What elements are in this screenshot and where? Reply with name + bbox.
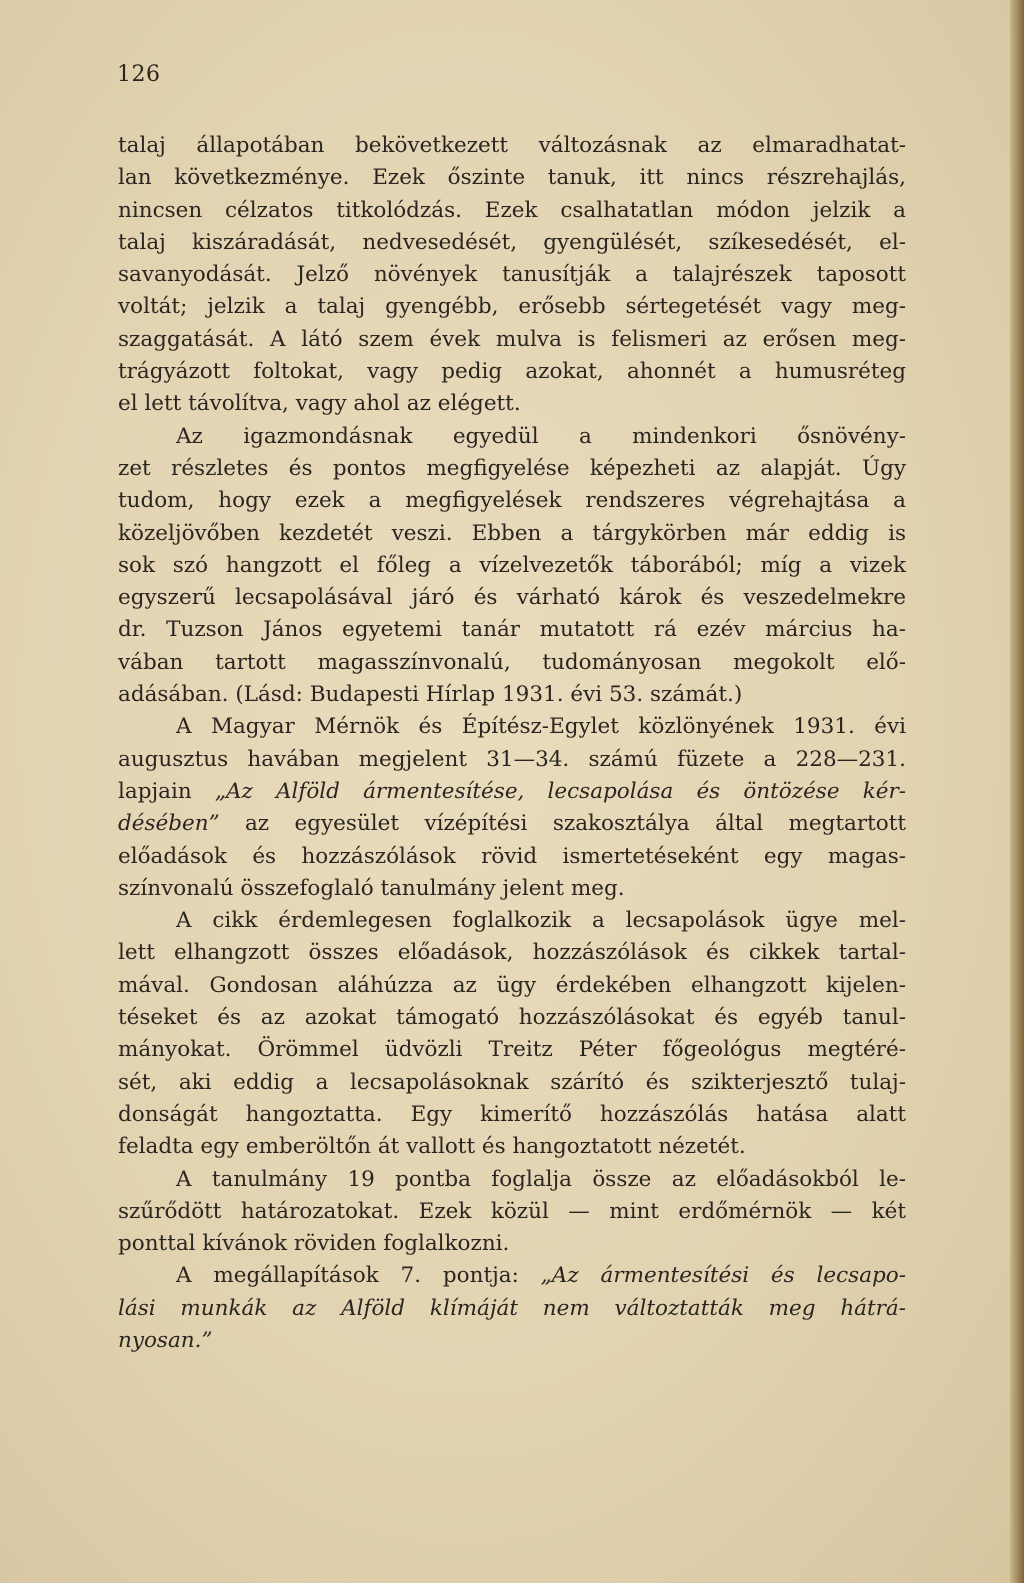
text-line: savanyodását. Jelző növények tanusítják a talajrészek taposott — [118, 262, 906, 288]
text-line: sét, aki eddig a lecsapolásoknak szárító és szikterjesztő tulaj- — [118, 1069, 906, 1095]
text-segment: az egyesület vízépítési szakosztálya által megtartott — [219, 811, 906, 837]
text-line: mányokat. Örömmel üdvözli Treitz Péter főgeológus megtéré- — [118, 1037, 906, 1063]
text-line: trágyázott foltokat, vagy pedig azokat, ahonnét a humusréteg — [118, 359, 906, 385]
italic-quote: désében” — [118, 811, 220, 837]
text-line: mával. Gondosan aláhúzza az ügy érdekében elhangzott kijelen- — [118, 972, 906, 998]
text-line: el lett távolítva, vagy ahol az elégett. — [118, 391, 521, 417]
text-segment: A megállapítások 7. pontja: — [176, 1263, 541, 1289]
text-line — [118, 1325, 906, 1357]
text-segment: lapjain — [118, 778, 215, 804]
text-line — [118, 808, 906, 840]
text-line — [118, 1260, 906, 1292]
italic-quote: lási munkák az Alföld klímáját nem változtatták meg hátrá- — [118, 1295, 906, 1321]
text-line: szűrődött határozatokat. Ezek közül — mint erdőmérnök — két — [118, 1198, 906, 1224]
text-line: dr. Tuzson János egyetemi tanár mutatott rá ezév március ha- — [118, 617, 906, 643]
text-line: A Magyar Mérnök és Építész-Egylet közlönyének 1931. évi — [176, 714, 906, 740]
text-line: szaggatását. A látó szem évek mulva is felismeri az erősen meg- — [118, 326, 906, 352]
text-line — [118, 776, 906, 808]
text-line: voltát; jelzik a talaj gyengébb, erősebb sértegetését vagy meg- — [118, 294, 906, 320]
text-line: nincsen célzatos titkolódzás. Ezek csalhatatlan módon jelzik a — [118, 197, 906, 223]
text-line: színvonalú összefoglaló tanulmány jelent meg. — [118, 875, 625, 901]
italic-quote: nyosan.” — [118, 1327, 213, 1353]
text-line: lett elhangzott összes előadások, hozzászólások és cikkek tartal- — [118, 940, 906, 966]
page-edge — [1010, 0, 1024, 1583]
italic-quote: „Az Alföld ármentesítése, lecsapolása és öntözése kér- — [214, 778, 906, 804]
italic-quote: „Az ármentesítési és lecsapo- — [540, 1263, 906, 1289]
text-line: közeljövőben kezdetét veszi. Ebben a tárgykörben már eddig is — [118, 520, 906, 546]
text-line: zet részletes és pontos megfigyelése képezheti az alapját. Úgy — [118, 455, 906, 481]
text-line: lan következménye. Ezek őszinte tanuk, itt nincs részrehajlás, — [118, 165, 906, 191]
text-line: feladta egy emberöltőn át vallott és hangoztatott nézetét. — [118, 1134, 746, 1160]
text-line: adásában. (Lásd: Budapesti Hírlap 1931. évi 53. számát.) — [118, 682, 743, 708]
text-line — [118, 1293, 906, 1325]
text-line: talaj kiszáradását, nedvesedését, gyengülését, szíkesedését, el- — [118, 229, 906, 255]
text-line: téseket és az azokat támogató hozzászólásokat és egyéb tanul- — [118, 1005, 906, 1031]
text-line: tudom, hogy ezek a megfigyelések rendszeres végrehajtása a — [118, 488, 906, 514]
text-line: egyszerű lecsapolásával járó és várható károk és veszedelmekre — [118, 585, 906, 611]
text-line: A tanulmány 19 pontba foglalja össze az előadásokból le- — [176, 1166, 906, 1192]
text-line: A cikk érdemlegesen foglalkozik a lecsapolások ügye mel- — [176, 908, 906, 934]
text-line: ponttal kívánok röviden foglalkozni. — [118, 1231, 510, 1257]
text-line: előadások és hozzászólások rövid ismertetéseként egy magas- — [118, 843, 906, 869]
text-line: augusztus havában megjelent 31—34. számú füzete a 228—231. — [118, 746, 906, 772]
text-line: vában tartott magasszínvonalú, tudományosan megokolt elő- — [118, 649, 906, 675]
page-text — [118, 130, 906, 1357]
page-number: 126 — [117, 62, 161, 87]
text-line: sok szó hangzott el főleg a vízelvezetők táborából; míg a vizek — [118, 552, 906, 578]
text-line: talaj állapotában bekövetkezett változásnak az elmaradhatat- — [118, 133, 906, 158]
text-line: Az igazmondásnak egyedül a mindenkori ősnövény- — [176, 423, 906, 449]
text-line: donságát hangoztatta. Egy kimerítő hozzászólás hatása alatt — [118, 1101, 906, 1127]
